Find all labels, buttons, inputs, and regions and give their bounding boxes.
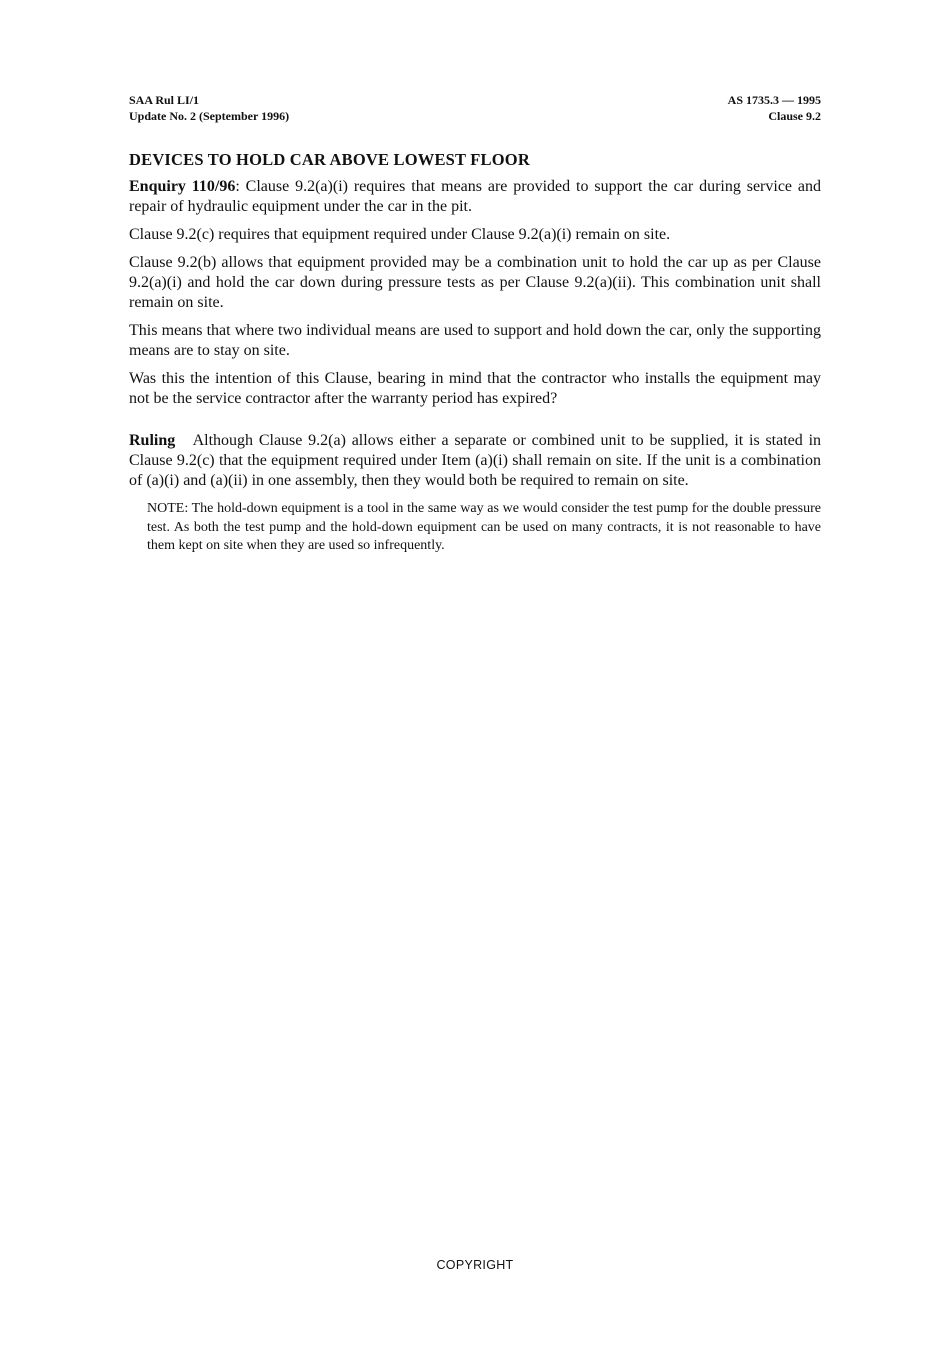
header-ruling-ref: SAA Rul LI/1: [129, 93, 200, 107]
document-page: [129, 92, 821, 556]
body-paragraph: Was this the intention of this Clause, bearing in mind that the contractor who installs the equipment may not be the service contractor after the warranty period has expired?: [129, 370, 821, 407]
body-paragraph: Clause 9.2(b) allows that equipment provided may be a combination unit to hold the car up as per Clause 9.2(a)(i) and hold the car down during pressure tests as per Clause 9.2(a)(ii). This combination unit shall remain on site.: [129, 254, 821, 311]
page-header: [129, 92, 821, 124]
header-clause-ref: Clause 9.2: [768, 109, 821, 123]
body-paragraph: This means that where two individual means are used to support and hold down the car, only the supporting means are to stay on site.: [129, 322, 821, 359]
header-right: [728, 92, 821, 124]
ruling-label: Ruling: [129, 432, 176, 449]
enquiry-label: Enquiry 110/96: [129, 178, 236, 195]
enquiry-text: : Clause 9.2(a)(i) requires that means are provided to support the car during service and repair of hydraulic equipment under the car in the pit.: [129, 178, 821, 215]
ruling-paragraph: [129, 431, 821, 491]
copyright-footer: COPYRIGHT: [436, 1258, 514, 1272]
body-paragraph: Clause 9.2(c) requires that equipment required under Clause 9.2(a)(i) remain on site.: [129, 226, 671, 243]
enquiry-paragraph: [129, 177, 821, 217]
document-title: DEVICES TO HOLD CAR ABOVE LOWEST FLOOR: [129, 150, 530, 169]
header-update-ref: Update No. 2 (September 1996): [129, 109, 290, 123]
header-left: [129, 92, 289, 124]
header-standard-ref: AS 1735.3 — 1995: [727, 93, 821, 107]
note-paragraph: NOTE: The hold-down equipment is a tool in the same way as we would consider the test pump for the double pressure test. As both the test pump and the hold-down equipment can be used on many contracts, it is not reasonable to have them kept on site when they are used so infrequently.: [147, 501, 821, 553]
ruling-text: Although Clause 9.2(a) allows either a separate or combined unit to be supplied, it is stated in Clause 9.2(c) that the equipment required under Item (a)(i) shall remain on site. If the unit is a combination of (a)(i) and (a)(ii) in one assembly, then they would both be required to remain on site.: [129, 432, 822, 489]
